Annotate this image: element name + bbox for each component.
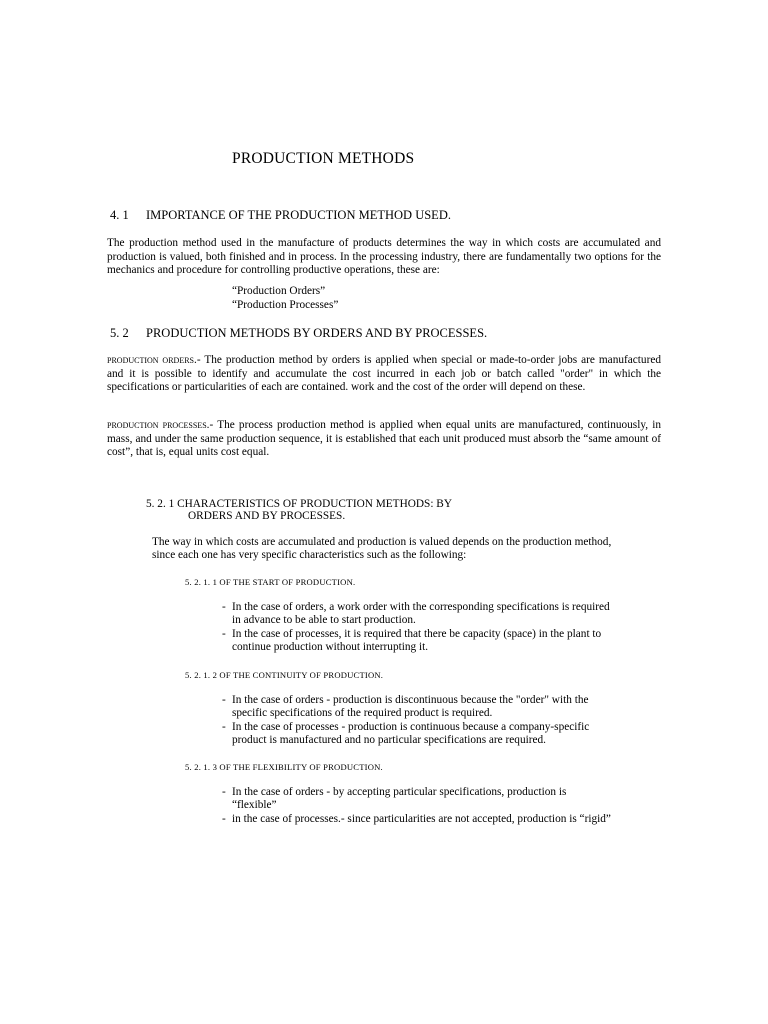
bullet-line: product is manufactured and no particular specifications are required. [232,733,546,746]
item-5-2-1-2-bullets [222,694,662,747]
section-5-2-1-intro-line2: since each one has very specific characteristics such as the following: [152,549,467,561]
section-5-2-1-intro-line1: The way in which costs are accumulated and production is valued depends on the production method, [152,536,612,548]
section-4-1-number: 4. 1 [110,208,129,222]
section-5-2-heading [110,326,487,341]
bullet-dash: - [222,786,226,798]
section-5-2-title: PRODUCTION METHODS BY ORDERS AND BY PROCESSES. [146,326,488,340]
production-processes-paragraph [107,419,661,460]
option-production-orders: “Production Orders” [232,285,326,297]
item-5-2-1-3-heading: 5. 2. 1. 3 OF THE FLEXIBILITY OF PRODUCTION. [185,762,383,772]
production-orders-text: .- The production method by orders is applied when special or made-to-order jobs are manufactured and it is possible to identify and accumulate the cost incurred in each job or batch called "order" in which the specifications or particularities of each are contained. work and the cost of the order will depend on these. [107,354,661,393]
bullet-line: In the case of processes, it is required that there be capacity (space) in the plant to [232,627,602,640]
bullet-line: In the case of processes - production is continuous because a company-specific [232,720,590,733]
item-5-2-1-3-bullets [222,786,672,826]
list-item [222,694,662,721]
bullet-line: in advance to be able to start production. [232,614,416,627]
bullet-line: In the case of orders - by accepting particular specifications, production is [232,786,567,798]
item-5-2-1-1-heading: 5. 2. 1. 1 OF THE START OF PRODUCTION. [185,577,356,587]
production-processes-text: .- The process production method is applied when equal units are manufactured, continuously, in mass, and under the same production sequence, it is established that each unit produced must absorb the “same amount of cost”, that is, equal units cost equal. [107,419,662,458]
bullet-line: “flexible” [232,799,277,812]
bullet-dash: - [222,720,226,733]
section-5-2-number: 5. 2 [110,326,129,340]
section-5-2-1-heading-line2: ORDERS AND BY PROCESSES. [188,510,346,522]
production-orders-label: production orders [107,354,194,366]
section-5-2-1-heading-line1: 5. 2. 1 CHARACTERISTICS OF PRODUCTION METHODS: BY [146,498,452,510]
page-title: PRODUCTION METHODS [232,150,415,167]
section-4-1-heading [110,208,451,223]
bullet-line: specific specifications of the required product is required. [232,707,493,720]
list-item [222,786,672,813]
list-item [222,628,662,655]
item-5-2-1-2-heading: 5. 2. 1. 2 OF THE CONTINUITY OF PRODUCTION. [185,670,384,680]
bullet-line: continue production without interrupting it. [232,640,429,653]
list-item [222,721,662,748]
production-orders-paragraph [107,354,661,395]
section-4-1-paragraph: The production method used in the manufacture of products determines the way in which costs are accumulated and production is valued, both finished and in process. In the processing industry, there are fundamentally two options for the mechanics and procedure for controlling productive operations, these are: [107,237,661,276]
section-4-1-title: IMPORTANCE OF THE PRODUCTION METHOD USED. [146,208,451,222]
production-processes-label: production processes [107,419,207,431]
list-item [222,601,662,628]
bullet-line: In the case of orders, a work order with the corresponding specifications is required [232,601,610,613]
bullet-dash: - [222,812,226,825]
bullet-dash: - [222,601,226,613]
bullet-line: In the case of orders - production is discontinuous because the "order" with the [232,694,589,706]
bullet-line: in the case of processes.- since particularities are not accepted, production is “rigid” [232,812,611,825]
item-5-2-1-1-bullets [222,601,662,654]
bullet-dash: - [222,627,226,640]
option-production-processes: “Production Processes” [232,299,339,311]
bullet-dash: - [222,694,226,706]
list-item [222,813,672,826]
